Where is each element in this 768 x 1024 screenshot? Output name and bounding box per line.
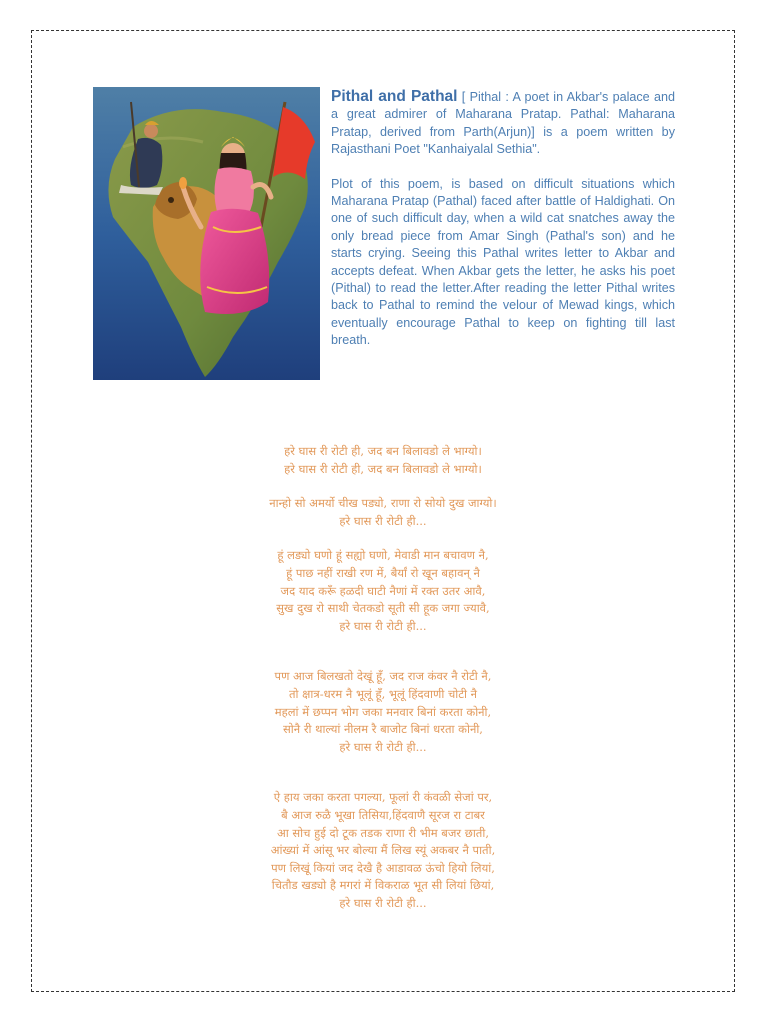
poem-line: हरे घास री रोटी ही, जद बन बिलावडो ले भाग्यो। (284, 461, 482, 476)
poem-line: हरे घास री रोटी ही... (339, 513, 427, 528)
intro-text-block (331, 88, 675, 350)
poem-line: हरे घास री रोटी ही... (339, 618, 427, 633)
poem-line: जद याद करूँ हळदी घाटी नैणां में रक्त उतर आवै, (280, 583, 486, 598)
poem-line: हरे घास री रोटी ही... (339, 895, 427, 910)
poem-line: बै आज रुळै भूखा तिसिया,हिंदवाणै सूरज रा टाबर (281, 807, 485, 822)
poem-line: हूं लड्यो घणो हूं सह्यो घणो, मेवाडी मान बचावण नै, (277, 548, 489, 563)
stanza-2 (190, 495, 576, 530)
stanza-1 (190, 443, 576, 478)
poem-line: सुख दुख रो साथी चेतकडो सूती सी हूक जगा ज्यावै, (276, 601, 490, 616)
poem-line: आ सोच हुई दो टूक तडक राणा री भीम बजर छाती, (277, 825, 489, 840)
plot-paragraph: Plot of this poem, is based on difficult situations which Maharana Pratap (Pathal) faced after battle of Haldighati. On one of such difficult day, when a wild cat snatches away the only bread piece from Amar Singh (Pathal's son) and he starts crying. Seeing this Pathal writes letter to Akbar and accepts defeat. When Akbar gets the letter, he asks his poet (Pithal) to read the letter.After reading the letter Pithal writes back to Pathal to remind the velour of Mewad kings, which eventually encourage Pathal to keep on fighting till last breath. (331, 176, 675, 348)
stanza-5 (190, 789, 576, 912)
goddess-lion-painting (93, 87, 320, 380)
poem-line: सोनै री थाल्यां नीलम रै बाजोट बिनां धरता कोनी, (283, 722, 483, 737)
poem-line: हरे घास री रोटी ही... (339, 739, 427, 754)
poem-line: आंख्यां में आंसू भर बोल्या मैं लिख स्यूं अकबर नै पाती, (270, 843, 496, 858)
stanza-3 (190, 547, 576, 635)
poem-verses (190, 443, 576, 912)
stanza-4 (190, 668, 576, 756)
poem-line: पण आज बिलखतो देखूं हूँ, जद राज कंवर नै रोटी नै, (274, 669, 492, 684)
poem-line: नान्हो सो अमर्यो चीख पड्यो, राणा रो सोयो दुख जाग्यो। (269, 496, 497, 511)
poem-line: पण लिखूं कियां जद देखै है आडावळ ऊंचो हियो लियां, (271, 860, 495, 875)
poem-line: महलां में छप्पन भोग जका मनवार बिनां करता कोनी, (274, 704, 492, 719)
poem-line: ऐ हाय जका करता पगल्या, फूलां री कंवळी सेजां पर, (273, 790, 493, 805)
intro-paragraph (331, 88, 675, 159)
poem-line: तो क्षात्र-धरम नै भूलूं हूँ, भूलूं हिंदवाणी चोटी नै (288, 686, 478, 701)
poem-line: हूं पाछ नहीं राखी रण में, बैर्यां रो खून बहावन् नै (286, 565, 480, 580)
poem-line: हरे घास री रोटी ही, जद बन बिलावडो ले भाग्यो। (284, 444, 482, 458)
poem-description: [ Pithal : A poet in Akbar's palace and a great admirer of Maharana Pratap. Pathal: Maharana Pratap, derived from Parth(Arjun)] is a poem written by Rajasthani Poet "Kanhaiyalal Sethia". (331, 90, 675, 157)
poem-title: Pithal and Pathal (331, 88, 458, 105)
poem-line: चितौड खड्यो है मगरां में विकराळ भूत सी लियां छियां, (271, 878, 495, 893)
